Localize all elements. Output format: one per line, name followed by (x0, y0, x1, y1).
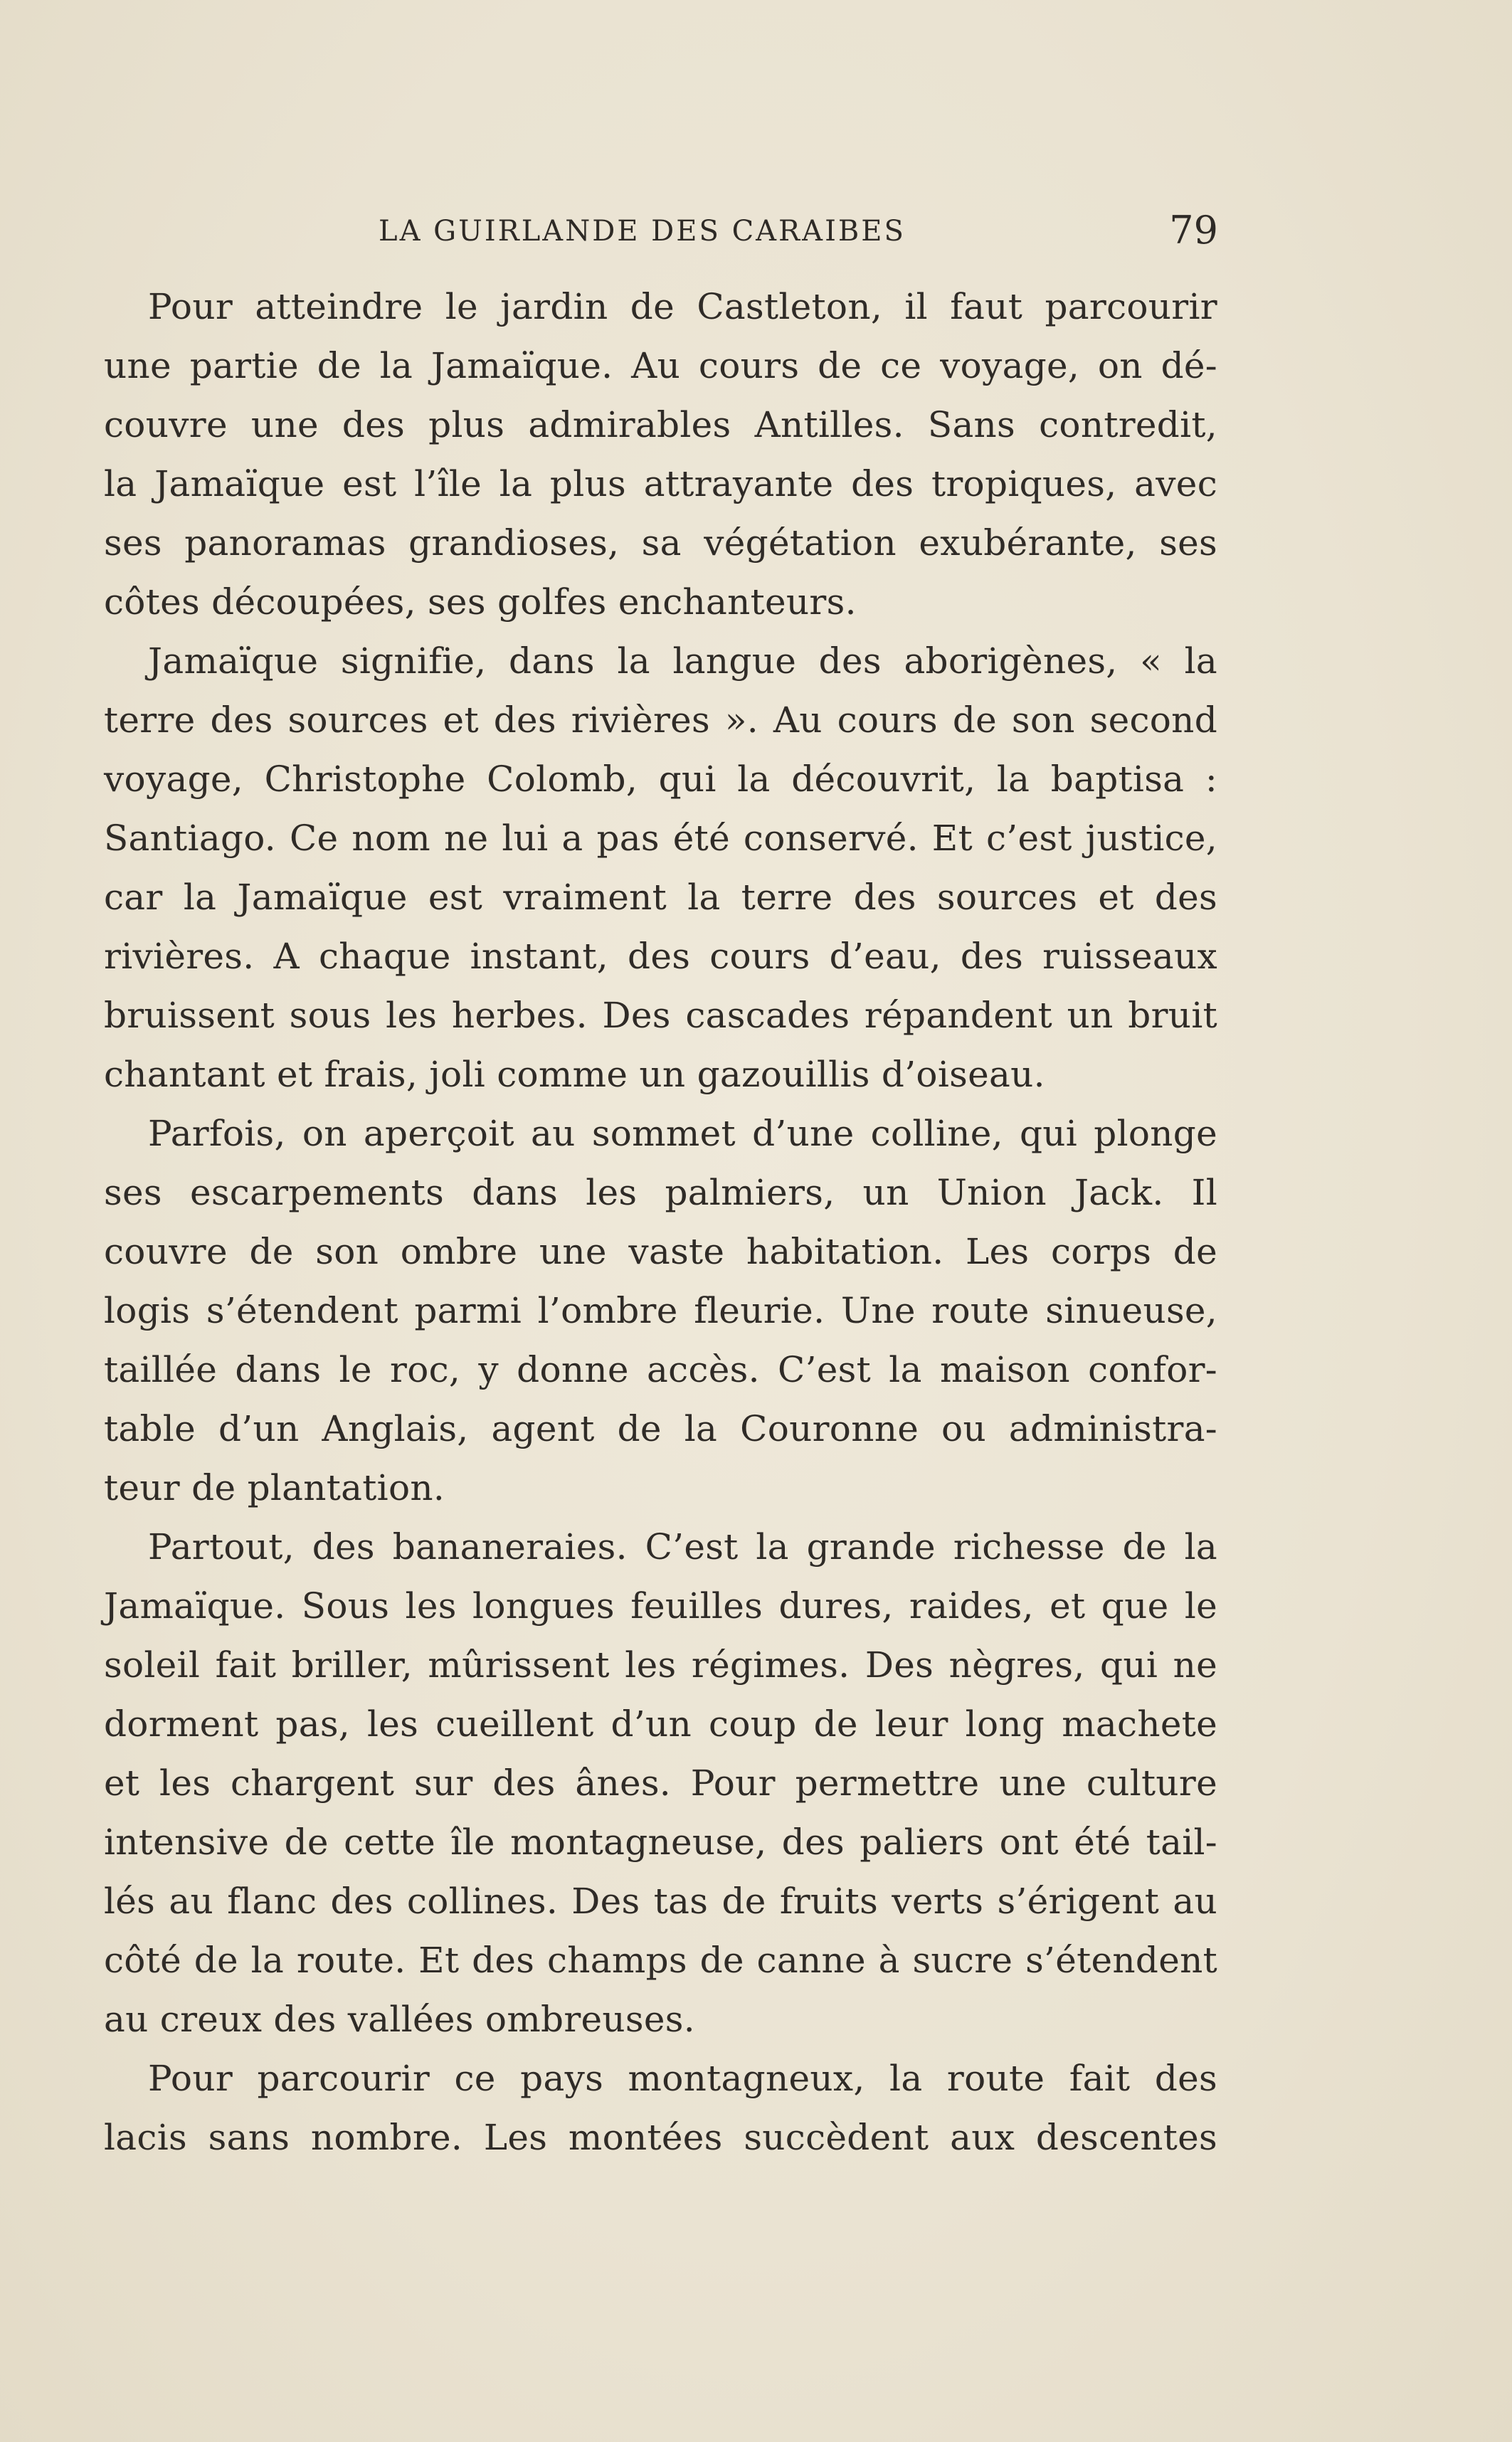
paragraph-5 (104, 2049, 1217, 2167)
text-line: lacis sans nombre. Les montées succèdent aux descentes (104, 2117, 1217, 2158)
text-line: ses panoramas grandioses, sa végétation exubérante, ses (104, 522, 1217, 564)
text-line: Santiago. Ce nom ne lui a pas été conservé. Et c’est justice, (104, 818, 1217, 859)
text-line: et les chargent sur des ânes. Pour permettre une culture (104, 1762, 1217, 1804)
text-line: taillée dans le roc, y donne accès. C’est la maison confor- (104, 1349, 1217, 1390)
text-line: ses escarpements dans les palmiers, un Union Jack. Il (104, 1172, 1217, 1213)
text-line: dorment pas, les cueillent d’un coup de leur long machete (104, 1703, 1217, 1745)
text-line: bruissent sous les herbes. Des cascades répandent un bruit (104, 995, 1217, 1036)
text-line: une partie de la Jamaïque. Au cours de ce voyage, on dé- (104, 345, 1217, 386)
paragraph-1 (104, 278, 1217, 632)
text-line: teur de plantation. (104, 1467, 445, 1508)
text-line: couvre de son ombre une vaste habitation. Les corps de (104, 1231, 1217, 1272)
text-line: Jamaïque. Sous les longues feuilles dures, raides, et que le (104, 1585, 1217, 1627)
running-title: LA GUIRLANDE DES CARAIBES (379, 215, 906, 248)
text-line: logis s’étendent parmi l’ombre fleurie. Une route sinueuse, (104, 1290, 1217, 1331)
text-line: couvre une des plus admirables Antilles. Sans contredit, (104, 404, 1217, 445)
text-line: côté de la route. Et des champs de canne à sucre s’étendent (104, 1940, 1217, 1981)
text-line: Jamaïque signifie, dans la langue des aborigènes, « la (148, 640, 1217, 682)
text-line: car la Jamaïque est vraiment la terre des sources et des (104, 877, 1217, 918)
text-line: au creux des vallées ombreuses. (104, 1999, 695, 2040)
page-number: 79 (1169, 208, 1218, 253)
paragraph-3 (104, 1104, 1217, 1518)
text-line: soleil fait briller, mûrissent les régimes. Des nègres, qui ne (104, 1644, 1217, 1686)
text-line: Parfois, on aperçoit au sommet d’une colline, qui plonge (148, 1113, 1217, 1154)
paragraph-4 (104, 1518, 1217, 2049)
text-line: Partout, des bananeraies. C’est la grande richesse de la (148, 1526, 1217, 1568)
text-line: côtes découpées, ses golfes enchanteurs. (104, 581, 857, 623)
text-line: voyage, Christophe Colomb, qui la découvrit, la baptisa : (104, 758, 1217, 800)
text-line: lés au flanc des collines. Des tas de fruits verts s’érigent au (104, 1881, 1217, 1922)
text-line: la Jamaïque est l’île la plus attrayante des tropiques, avec (104, 463, 1217, 504)
text-line: Pour parcourir ce pays montagneux, la route fait des (148, 2058, 1217, 2099)
text-line: rivières. A chaque instant, des cours d’eau, des ruisseaux (104, 936, 1217, 977)
text-line: chantant et frais, joli comme un gazouillis d’oiseau. (104, 1054, 1045, 1095)
page-header (379, 208, 1218, 258)
text-line: terre des sources et des rivières ». Au cours de son second (104, 699, 1217, 741)
paragraph-2 (104, 632, 1217, 1104)
text-line: Pour atteindre le jardin de Castleton, il faut parcourir (148, 286, 1217, 327)
text-line: intensive de cette île montagneuse, des paliers ont été tail- (104, 1822, 1217, 1863)
body-text (104, 278, 1217, 2167)
text-line: table d’un Anglais, agent de la Couronne ou administra- (104, 1408, 1217, 1449)
